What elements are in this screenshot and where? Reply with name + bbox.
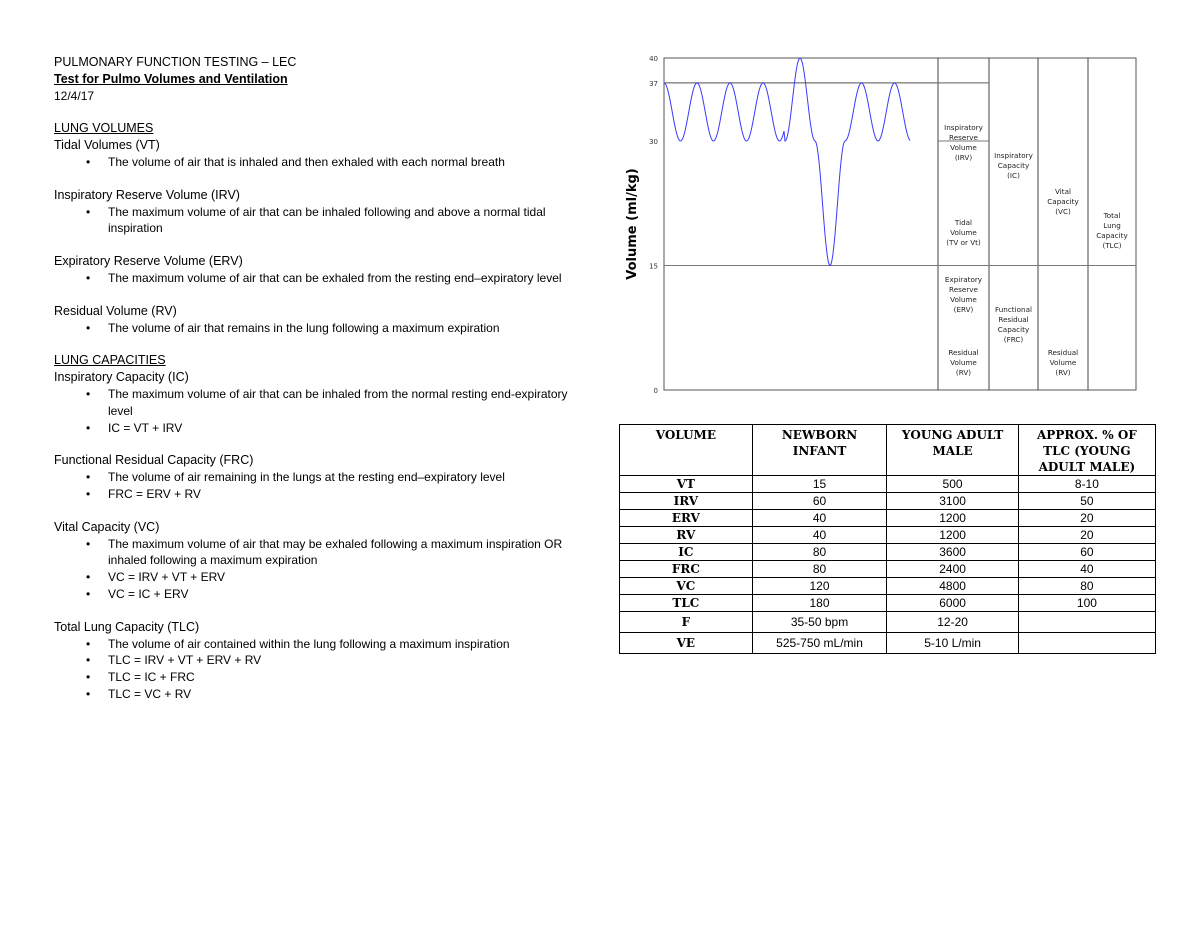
table-body [620,476,1156,654]
term-heading: Total Lung Capacity (TLC) [54,619,200,634]
volume-label-line: Capacity [1047,197,1079,206]
bullet-list [54,204,594,238]
volume-label-line: Volume [950,228,977,237]
volume-label-line: Tidal [954,218,973,227]
term-heading: Expiratory Reserve Volume (ERV) [54,254,243,269]
volume-label-line: Volume [950,358,977,367]
volume-label-line: Capacity [997,161,1030,170]
spacer [54,237,594,253]
volume-label [946,218,981,247]
column-header: VOLUME [620,425,753,476]
volume-label-line: Volume [950,295,977,304]
table-cell: 20 [1018,527,1155,544]
table-cell: 80 [752,561,887,578]
volume-label-line: Capacity [1096,231,1128,240]
y-tick-label: 40 [649,55,658,63]
table-cell: 1200 [887,510,1018,527]
table-cell: 12-20 [887,612,1018,633]
doc-date: 12/4/17 [54,88,95,103]
table-header-row [620,425,1156,476]
volume-label-line: Vital [1055,187,1071,196]
spacer [54,503,594,519]
table-row [620,510,1156,527]
table-cell: 50 [1018,493,1155,510]
bullet-list [54,536,594,603]
bullet-item: • The maximum volume of air that may be exhaled following a maximum inspiration OR inhaled following a maximum expiration [108,536,594,570]
term-heading: Inspiratory Reserve Volume (IRV) [54,187,240,202]
spacer [54,287,594,303]
table-cell [1018,633,1155,654]
column-header: APPROX. % OF TLC (YOUNG ADULT MALE) [1018,425,1155,476]
bullet-list [54,154,594,171]
breathing-waveform [664,58,910,266]
table-cell: 180 [752,595,887,612]
volume-label-line: Inspiratory [994,151,1033,160]
row-label: RV [620,527,753,544]
volume-label-line: Capacity [997,325,1030,334]
table-cell: 15 [752,476,887,493]
volume-label-line: Residual [998,315,1029,324]
volume-label-line: Volume [1049,358,1077,367]
table-cell: 4800 [887,578,1018,595]
volume-label-line: (ERV) [953,305,974,314]
volume-label-line: (TLC) [1102,241,1122,250]
spacer [54,104,594,120]
row-label: ERV [620,510,753,527]
table-cell: 3100 [887,493,1018,510]
volume-label-line: Functional [995,305,1032,314]
table-cell: 60 [1018,544,1155,561]
table-cell: 80 [1018,578,1155,595]
volume-label-line: (IRV) [954,153,973,162]
table-cell: 100 [1018,595,1155,612]
table-cell: 2400 [887,561,1018,578]
spacer [54,336,594,352]
table-cell: 80 [752,544,887,561]
bullet-item: • The maximum volume of air that can be inhaled following and above a normal tidal inspiration [108,204,594,238]
volume-label [944,123,984,162]
volume-label [1047,187,1079,216]
volume-label-line: (IC) [1007,171,1020,180]
bullet-item: • TLC = VC + RV [108,686,594,703]
volume-label [995,305,1032,344]
volume-label-line: (RV) [1055,368,1071,377]
table-cell: 3600 [887,544,1018,561]
table-cell: 40 [1018,561,1155,578]
term-heading: Inspiratory Capacity (IC) [54,370,189,385]
bullet-item: • TLC = IRV + VT + ERV + RV [108,652,594,669]
bullet-item: • The maximum volume of air that can be inhaled from the normal resting end-expiratory level [108,386,594,420]
bullet-item: • TLC = IC + FRC [108,669,594,686]
table-row [620,612,1156,633]
volume-label-line: Residual [1047,348,1079,357]
table-cell: 8-10 [1018,476,1155,493]
volume-label-line: Inspiratory [944,123,983,132]
table-row [620,578,1156,595]
volume-label-line: Reserve [949,133,978,142]
volume-label [1096,211,1128,250]
plot-frame [664,58,1136,390]
row-label: VC [620,578,753,595]
table-cell: 35-50 bpm [752,612,887,633]
bullet-item: • The volume of air that remains in the lung following a maximum expiration [108,320,594,337]
row-label: IRV [620,493,753,510]
row-label: F [620,612,753,633]
term-heading: Vital Capacity (VC) [54,519,160,534]
volume-label-line: Lung [1103,221,1121,230]
section-heading: LUNG VOLUMES [54,121,154,136]
bullet-item: • The volume of air that is inhaled and then exhaled with each normal breath [108,154,594,171]
volume-label-line: Volume [950,143,977,152]
volume-label-line: (TV or Vt) [946,238,981,247]
lecture-notes [54,54,594,703]
table-row [620,633,1156,654]
bullet-list [54,469,594,503]
row-label: VE [620,633,753,654]
table-cell: 6000 [887,595,1018,612]
volume-label [994,151,1034,180]
column-header: NEWBORN INFANT [752,425,887,476]
bullet-item: • VC = IC + ERV [108,586,594,603]
row-label: TLC [620,595,753,612]
row-label: IC [620,544,753,561]
table-row [620,595,1156,612]
table-row [620,527,1156,544]
table-cell: 5-10 L/min [887,633,1018,654]
spacer [54,603,594,619]
volume-table [619,424,1156,654]
table-cell: 525-750 mL/min [752,633,887,654]
bullet-list [54,320,594,337]
y-tick-label: 0 [653,387,658,395]
table-row [620,561,1156,578]
y-tick-label: 30 [649,138,658,146]
volume-label-line: Residual [948,348,979,357]
term-heading: Functional Residual Capacity (FRC) [54,453,254,468]
section-heading: LUNG CAPACITIES [54,353,166,368]
y-tick-label: 37 [649,79,658,88]
doc-title: PULMONARY FUNCTION TESTING – LEC [54,55,297,69]
table-cell: 500 [887,476,1018,493]
bullet-list [54,636,594,703]
volume-label-line: Reserve [949,285,978,294]
doc-subtitle: Test for Pulmo Volumes and Ventilation [54,71,288,86]
bullet-item: • The volume of air contained within the lung following a maximum inspiration [108,636,594,653]
table-cell [1018,612,1155,633]
table-row [620,476,1156,493]
spacer [54,436,594,452]
table-cell: 20 [1018,510,1155,527]
row-label: VT [620,476,753,493]
term-heading: Tidal Volumes (VT) [54,138,160,153]
y-tick-label: 15 [649,262,658,271]
bullet-item: • IC = VT + IRV [108,420,594,437]
volume-label [945,275,983,314]
volume-label-line: Expiratory [944,275,983,284]
table-cell: 120 [752,578,887,595]
bullet-item: • The volume of air remaining in the lungs at the resting end–expiratory level [108,469,594,486]
table-cell: 60 [752,493,887,510]
table-cell: 40 [752,527,887,544]
table-cell: 40 [752,510,887,527]
volume-label-line: (RV) [955,368,972,377]
spacer [54,171,594,187]
volume-label-line: (FRC) [1003,335,1024,344]
table-row [620,493,1156,510]
bullet-list [54,270,594,287]
volume-label-line: Total [1103,211,1121,220]
lung-volume-chart [620,50,1140,405]
table-cell: 1200 [887,527,1018,544]
bullet-list [54,386,594,436]
volume-label-line: (VC) [1055,207,1071,216]
row-label: FRC [620,561,753,578]
bullet-item: • The maximum volume of air that can be exhaled from the resting end–expiratory level [108,270,594,287]
volume-label [1048,348,1078,377]
term-heading: Residual Volume (RV) [54,303,177,318]
volume-label [948,348,978,377]
bullet-item: • FRC = ERV + RV [108,486,594,503]
bullet-item: • VC = IRV + VT + ERV [108,569,594,586]
table-row [620,544,1156,561]
column-header: YOUNG ADULT MALE [887,425,1018,476]
y-axis-label: Volume (ml/kg) [625,168,640,280]
chart-svg [620,50,1140,400]
